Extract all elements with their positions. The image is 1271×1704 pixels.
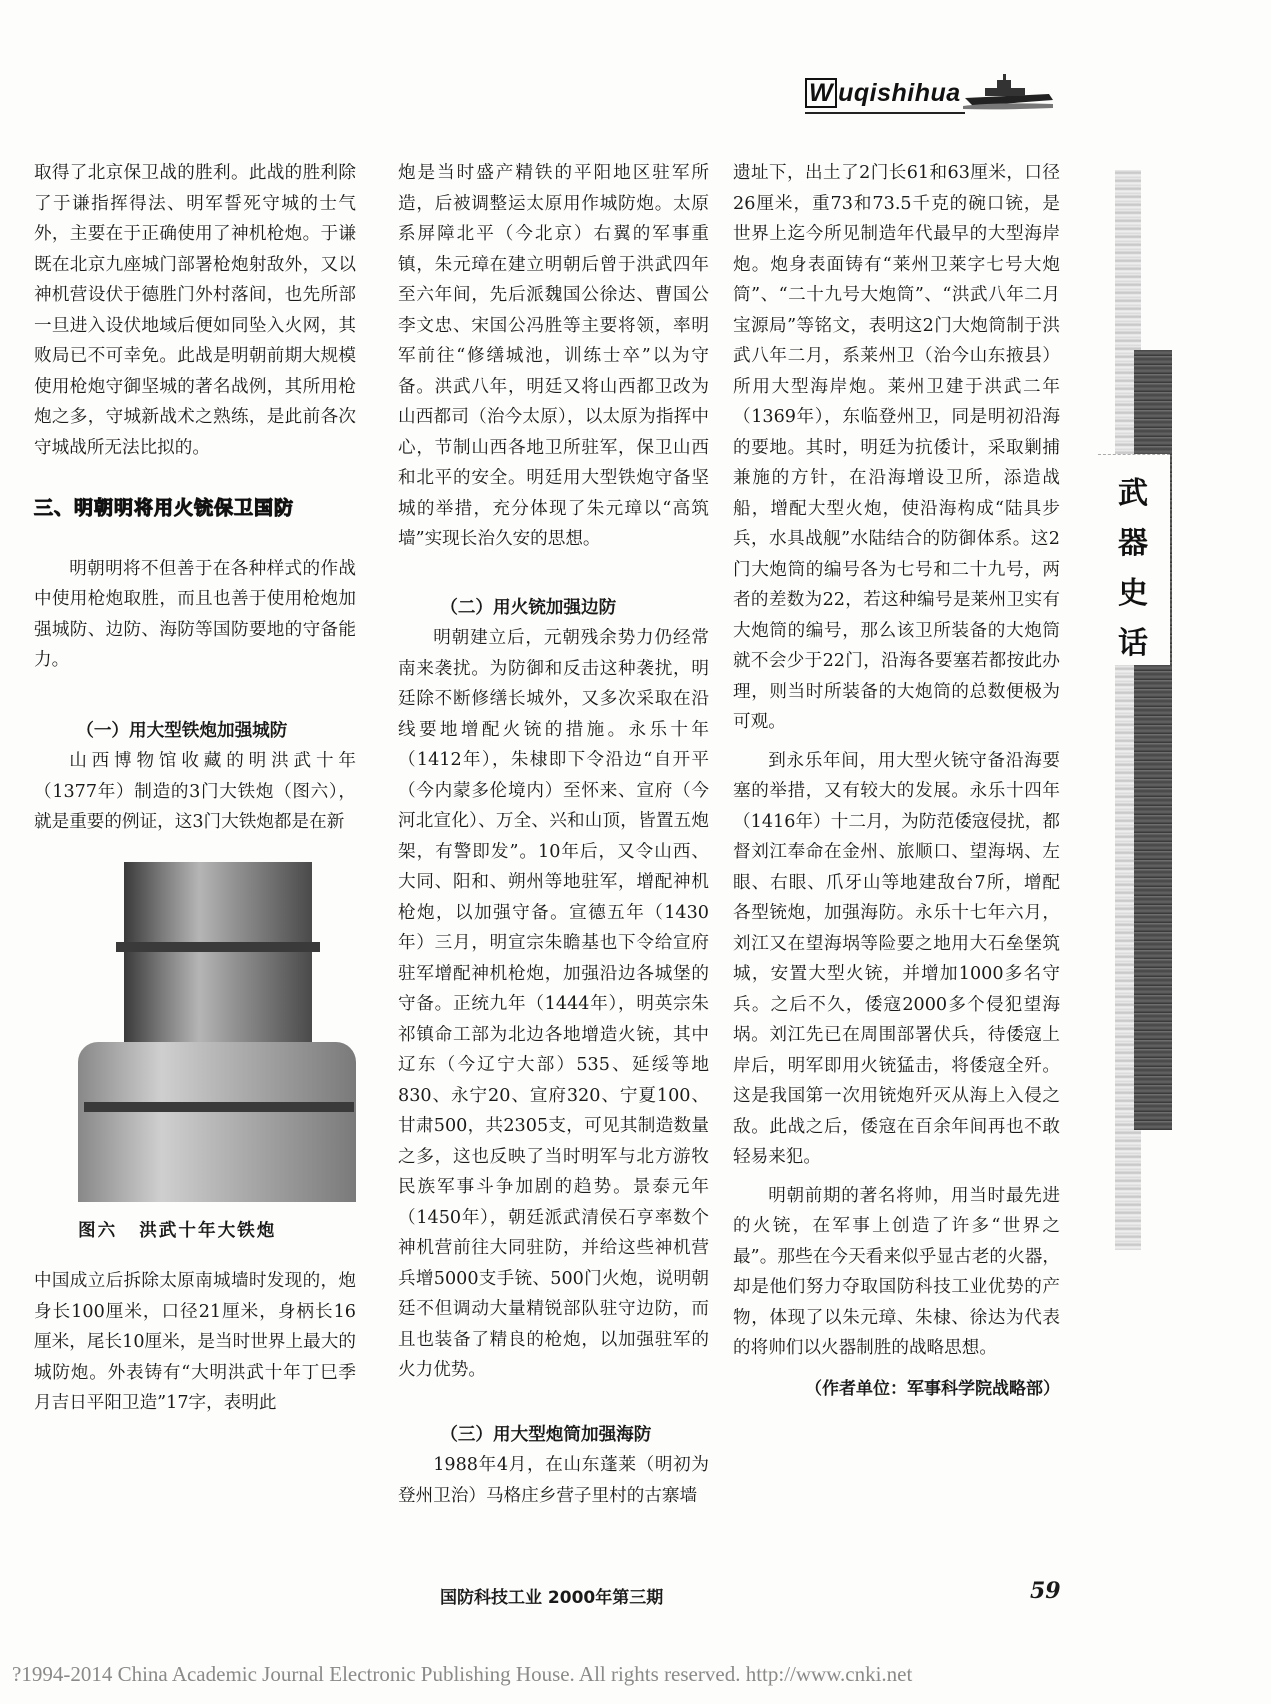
logo-underline: [805, 112, 965, 114]
paragraph: 明朝明将不但善于在各种样式的作战中使用枪炮取胜，而且也善于使用枪炮加强城防、边防、海防等国防要地的守备能力。: [34, 558, 356, 670]
journal-logo: [805, 72, 1055, 116]
page-number: 59: [1030, 1578, 1061, 1604]
column-3: [733, 158, 1060, 1404]
paragraph: 明朝前期的著名将帅，用当时最先进的火铳，在军事上创造了许多“世界之最”。那些在今天看来似乎显古老的火器，却是他们努力夺取国防科技工业优势的产物，体现了以朱元璋、朱棣、徐达为代表的将帅们以火器制胜的战略思想。: [733, 1185, 1060, 1358]
paragraph: 遗址下，出土了2门长61和63厘米，口径26厘米，重73和73.5千克的碗口铳，是世界上迄今所见制造年代最早的大型海岸炮。炮身表面铸有“莱州卫莱字七号大炮筒”、“二十九号大炮筒”、“洪武八年二月宝源局”等铭文，表明这2门大炮筒制于洪武八年二月，系莱州卫（治今山东掖县）所用大型海岸炮。莱州卫建于洪武二年（1369年），东临登州卫，同是明初沿海的要地。其时，明廷为抗倭计，采取剿捕兼施的方针，在沿海增设卫所，添造战船，增配大型火炮，使沿海构成“陆具步兵，水具战舰”水陆结合的防御体系。这2门大炮筒的编号各为七号和二十九号，两者的差数为22，若这种编号是莱州卫实有大炮筒的编号，那么该卫所装备的大炮筒就不会少于22门，沿海各要塞若都按此办理，则当时所装备的大炮筒的总数便极为可观。: [733, 163, 1060, 732]
section-title: 三、明朝明将用火铳保卫国防: [34, 497, 295, 519]
logo-text: [805, 78, 961, 108]
figure-title: 洪武十年大铁炮: [139, 1220, 277, 1241]
cannon-base: [78, 1042, 356, 1202]
author-affiliation: （作者单位：军事科学院战略部）: [805, 1378, 1060, 1399]
logo-initial: W: [805, 78, 837, 108]
paragraph: 中国成立后拆除太原南城墙时发现的，炮身长100厘米，口径21厘米，身柄长16厘米，尾长10厘米，是当时世界上最大的城防炮。外表铸有“大明洪武十年丁巳季月吉日平阳卫造”17字，表明此: [34, 1271, 356, 1413]
figure-caption: [78, 1216, 356, 1247]
paragraph: 山西博物馆收藏的明洪武十年（1377年）制造的3门大铁炮（图六），就是重要的例证，这3门大铁炮都是在新: [34, 751, 356, 832]
cannon-ring: [116, 942, 320, 952]
paragraph: 取得了北京保卫战的胜利。此战的胜利除了于谦指挥得法、明军誓死守城的士气外，主要在于正确使用了神机枪炮。于谦既在北京九座城门部署枪炮射敌外，又以神机营设伏于德胜门外村落间，也先所部一旦进入设伏地域后便如同坠入火网，其败局已不可幸免。此战是明朝前期大规模使用枪炮守御坚城的著名战例，其所用枪炮之多，守城新战术之熟练，是此前各次守城战所无法比拟的。: [34, 163, 356, 458]
paragraph: 炮是当时盛产精铁的平阳地区驻军所造，后被调整运太原用作城防炮。太原系屏障北平（今北京）右翼的军事重镇，朱元璋在建立明朝后曾于洪武四年至六年间，先后派魏国公徐达、曹国公李文忠、宋国公冯胜等主要将领，率明军前往“修缮城池，训练士卒”以为守备。洪武八年，明廷又将山西都卫改为山西都司（治今太原），以太原为指挥中心，节制山西各地卫所驻军，保卫山西和北平的安全。明廷用大型铁炮守备坚城的举措，充分体现了朱元璋以“高筑墙”实现长治久安的思想。: [398, 163, 709, 549]
journal-issue: 国防科技工业 2000年第三期: [440, 1588, 664, 1608]
paragraph: 到永乐年间，用大型火铳守备沿海要塞的举措，又有较大的发展。永乐十四年（1416年）十二月，为防范倭寇侵扰，都督刘江奉命在金州、旅顺口、望海埚、左眼、右眼、爪牙山等地建敌台7所，增配各型铳炮，加强海防。永乐十七年六月，刘江又在望海埚等险要之地用大石垒堡筑城，安置大型火铳，并增加1000多名守兵。之后不久，倭寇2000多个侵犯望海埚。刘江先已在周围部署伏兵，待倭寇上岸后，明军即用火铳猛击，将倭寇全歼。这是我国第一次用铳炮歼灭从海上入侵之敌。此战之后，倭寇在百余年间再也不敢轻易来犯。: [733, 750, 1060, 1167]
cannon-ring: [84, 1102, 354, 1112]
side-label-char: 话: [1118, 626, 1148, 661]
warship-icon: [963, 72, 1055, 112]
subsection-title: （二）用火铳加强边防: [440, 597, 617, 618]
logo-rest: uqishihua: [838, 79, 961, 107]
paragraph: 1988年4月，在山东蓬莱（明初为登州卫治）马格庄乡营子里村的古寨墙: [398, 1455, 709, 1506]
side-label-char: 器: [1118, 526, 1148, 561]
subsection-title: （一）用大型铁炮加强城防: [76, 720, 288, 741]
copyright-notice: ?1994-2014 China Academic Journal Electronic Publishing House. All rights reserved. http://www.cnki.net: [12, 1662, 913, 1686]
side-label-char: 史: [1118, 576, 1148, 611]
column-1: [34, 158, 356, 1419]
cannon-barrel: [124, 862, 312, 1062]
paragraph: 明朝建立后，元朝残余势力仍经常南来袭扰。为防御和反击这种袭扰，明廷除不断修缮长城外，又多次采取在沿线要地增配火铳的措施。永乐十年（1412年），朱棣即下令沿边“自开平（今内蒙多伦境内）至怀来、宣府（今河北宣化）、万全、兴和山顶，皆置五炮架，有警即发”。10年后，又令山西、大同、阳和、朔州等地驻军，增配神机枪炮，以加强守备。宣德五年（1430年）三月，明宣宗朱瞻基也下令给宣府驻军增配神机枪炮，加强沿边各城堡的守备。正统九年（1444年），明英宗朱祁镇命工部为北边各地增造火铳，其中辽东（今辽宁大部）535、延绥等地830、永宁20、宣府320、宁夏100、甘肃500，共2305支，可见其制造数量之多，这也反映了当时明军与北方游牧民族军事斗争加剧的趋势。景泰元年（1450年），朝廷派武清侯石亨率数个神机营前往大同驻防，并给这些神机营兵增5000支手铳、500门火炮，说明朝廷不但调动大量精锐部队驻守边防，而且也装备了精良的枪炮，以加强驻军的火力优势。: [398, 628, 709, 1380]
subsection-title: （三）用大型炮筒加强海防: [440, 1424, 652, 1445]
figure-label: 图六: [78, 1220, 118, 1241]
column-2: [398, 158, 709, 1511]
cannon-photo: [124, 862, 312, 1202]
side-label-char: 武: [1118, 476, 1148, 511]
